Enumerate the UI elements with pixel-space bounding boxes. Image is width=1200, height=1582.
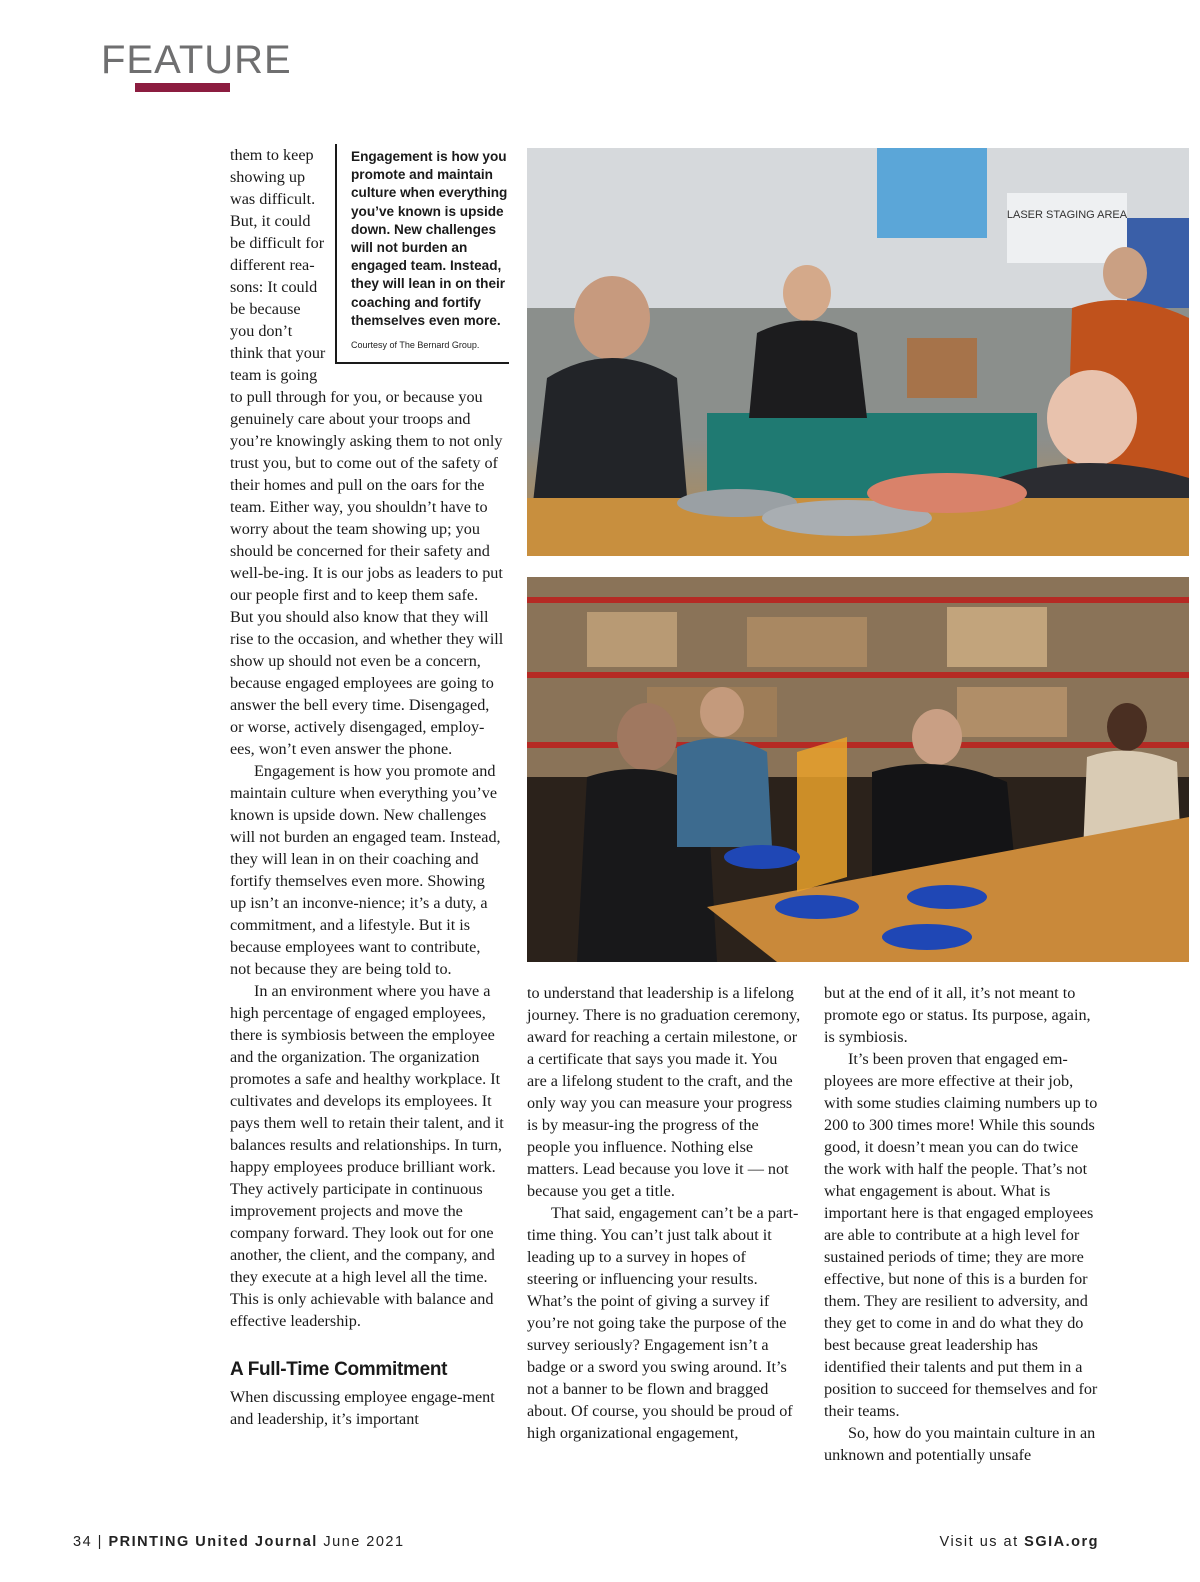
footer-visit — [940, 1534, 1099, 1550]
issue-date: June 2021 — [317, 1534, 405, 1550]
visit-text: Visit us at — [939, 1534, 1025, 1550]
photo-illustration — [527, 577, 1189, 962]
section-accent-rule — [135, 83, 230, 92]
article-column-3 — [824, 982, 1098, 1466]
paragraph: It’s been proven that engaged em-ployees are more effective at their job, with some studies claiming numbers up to 200 to 300 times more! While this sounds good, it doesn’t mean you can do twice the work with half the people. That’s not what engagement is about. What is important here is that engaged employees are able to contribute at a high level for sustained periods of time; they are more effective, but none of this is a burden for them. They are resilient to adversity, and they get to come in and do what they do best because great leadership has identified their talents and put them in a position to succeed for themselves and for their teams. — [824, 1050, 1098, 1420]
page-number: 34 — [73, 1534, 93, 1550]
pull-quote — [335, 144, 509, 364]
paragraph: That said, engagement can’t be a part-time thing. You can’t just talk about it leading up to a survey in hopes of steering or influencing your results. What’s the point of giving a survey if you’re not going take the purpose of the survey seriously? Engagement isn’t a badge or a sword you swing around. It’s not a banner to be flown and bragged about. Of course, you should be proud of high organizational engagement, — [527, 1204, 799, 1442]
paragraph: them to keep showing up was difficult. But, it could be difficult for different rea-sons: It could be because you don’t think that your team is going to pull through for you, or because you genuinely care about your troops and you’re knowingly asking them to not only trust you, but to come out of the safety of their homes and pull on the oars for the team. Either way, you shouldn’t have to worry about the team showing up; you should be concerned for their safety and well-be-ing. It is our jobs as leaders to put our people first and to keep them safe. But you should also know that they will rise to the occasion, and whether they will show up should not even be a concern, because engaged employees are going to answer the bell every time. Disengaged, or worse, actively disengaged, employ-ees, won’t even answer the phone. — [230, 146, 504, 758]
paragraph: Engagement is how you promote and maintain culture when everything you’ve known is upside down. New challenges will not burden an engaged team. Instead, they will lean in on their coaching and fortify themselves even more. Showing up isn’t an inconve-nience; it’s a duty, a commitment, and a lifestyle. But it is because employees want to contribute, not because they are being told to. — [230, 762, 501, 978]
article-column-1 — [230, 144, 508, 1430]
paragraph: So, how do you maintain culture in an unknown and potentially unsafe — [824, 1424, 1096, 1464]
photo-workers-divided-table — [527, 577, 1189, 962]
website-link[interactable]: SGIA.org — [1024, 1534, 1099, 1550]
sign-text: LASER STAGING AREA — [1006, 209, 1128, 221]
photo-credit: Courtesy of The Bernard Group. — [351, 340, 480, 351]
paragraph: In an environment where you have a high percentage of engaged employees, there is symbiosis between the employee and the organization. The organization promotes a safe and healthy workplace. It cultivates and develops its employees. It pays them well to retain their talent, and it balances results and relationships. In turn, happy employees produce brilliant work. They actively participate in continuous improvement projects and move the company forward. They look out for one another, the client, and the company, and they execute at a high level all the time. This is only achievable with balance and effective leadership. — [230, 982, 504, 1330]
article-column-2 — [527, 982, 801, 1444]
paragraph: but at the end of it all, it’s not meant to promote ego or status. Its purpose, again, is symbiosis. — [824, 984, 1091, 1046]
photo-illustration — [527, 148, 1189, 556]
paragraph: When discussing employee engage-ment and leadership, it’s important — [230, 1388, 495, 1428]
footer-folio — [73, 1534, 405, 1550]
pull-quote-text: Engagement is how you promote and maintain culture when everything you’ve known is upside down. New challenges will not burden an engaged team. Instead, they will lean in on their coaching and fortify themselves even more. — [351, 149, 508, 328]
subheading: A Full-Time Commitment — [230, 1359, 448, 1380]
paragraph: to understand that leadership is a lifelong journey. There is no graduation ceremony, award for reaching a certain milestone, or a certificate that says you made it. You are a lifelong student to the craft, and the only way you can measure your progress is by measur-ing the progress of the people you influence. Nothing else matters. Lead because you love it — not because you get a title. — [527, 984, 801, 1200]
publication-name: PRINTING United Journal — [108, 1534, 318, 1550]
folio-separator: | — [92, 1534, 109, 1550]
photo-workers-packing-table — [527, 148, 1189, 556]
section-label: FEATURE — [101, 38, 292, 82]
